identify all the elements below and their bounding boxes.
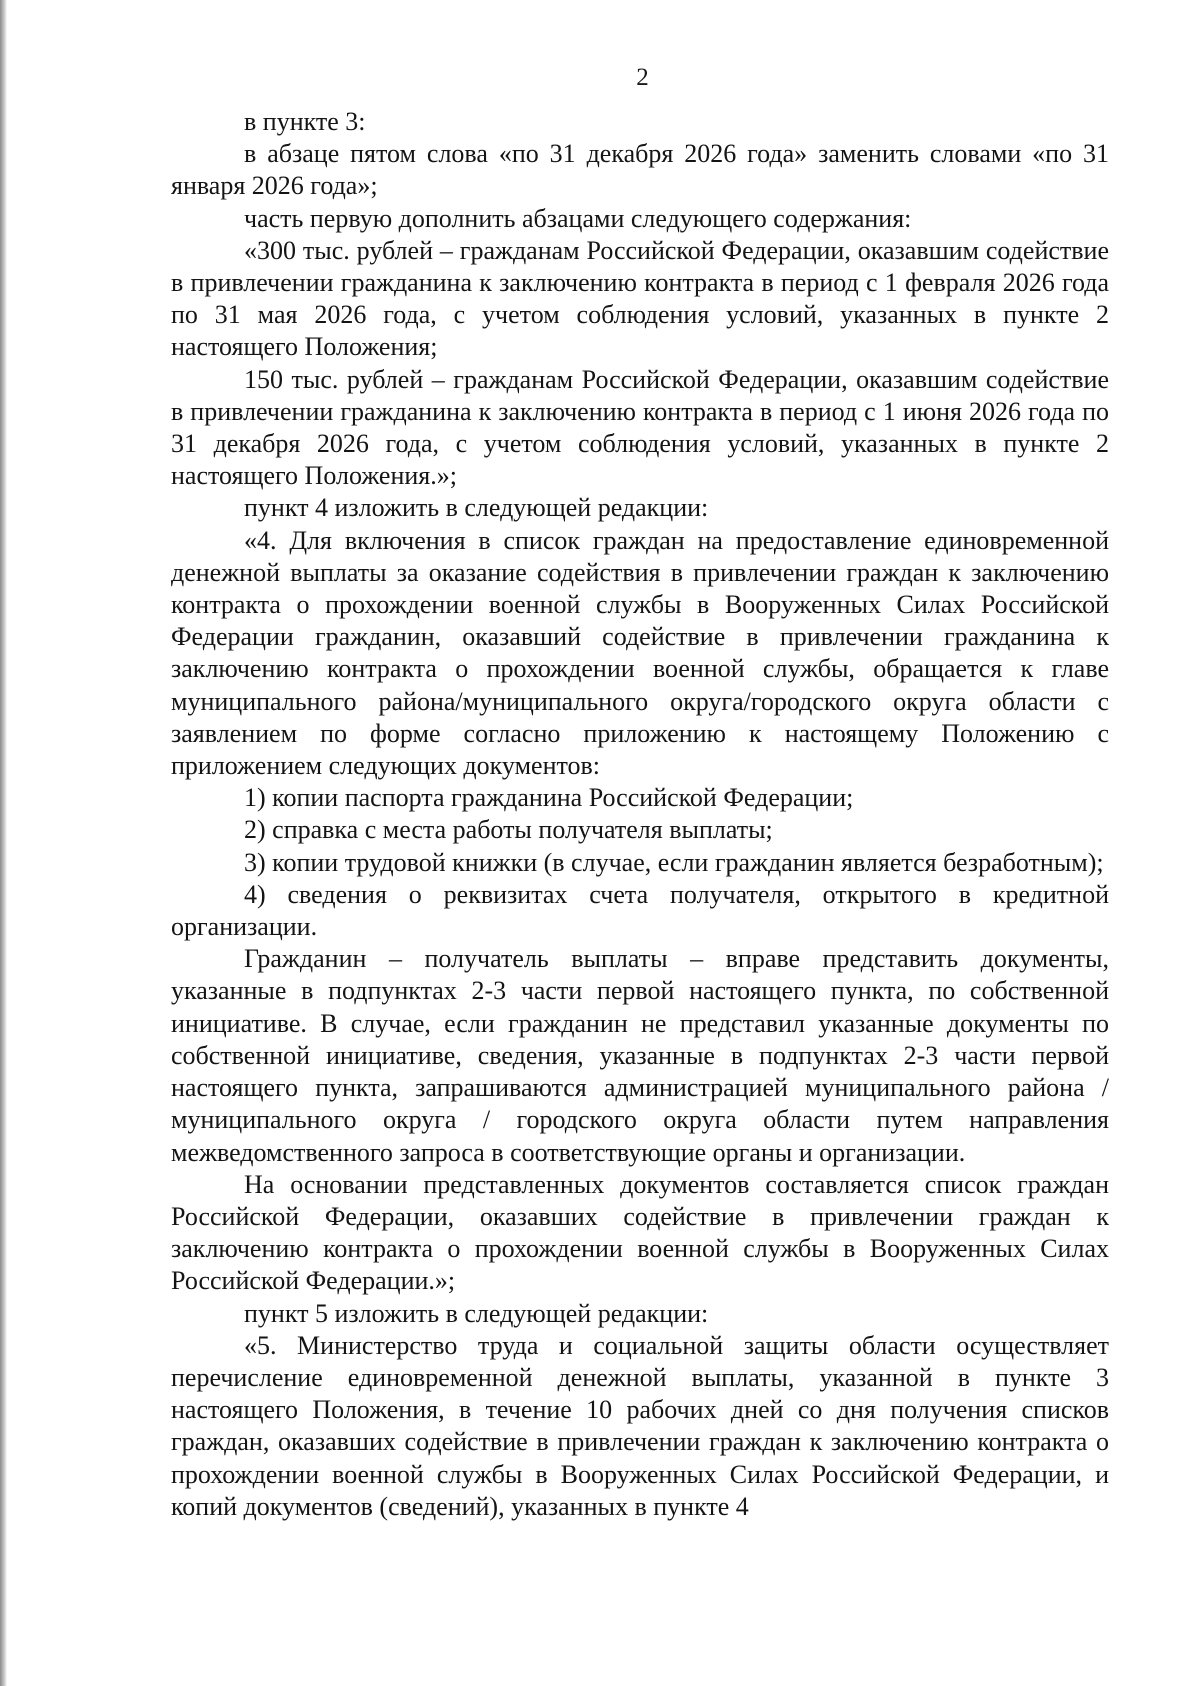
paragraph-intro-point-3: в пункте 3:: [244, 107, 366, 136]
list-item-1: 1) копии паспорта гражданина Российской Федерации;: [244, 783, 854, 813]
list-item-3: 3) копии трудовой книжки (в случае, если гражданин является безработным);: [244, 847, 1104, 877]
paragraph-intro-point-4: пункт 4 изложить в следующей редакции:: [244, 493, 709, 523]
paragraph-300k-payment: «300 тыс. рублей – гражданам Российской Федерации, оказавшим содействие в привлечении гражданина к заключению контракта в период с 1 февраля 2026 года по 31 мая 2026 года, с учетом соблюдения условий, указанных в пункте 2 настоящего Положения;: [171, 235, 1109, 362]
paragraph-point-5-text: «5. Министерство труда и социальной защиты области осуществляет перечисление единовременной денежной выплаты, указанной в пункте 3 настоящего Положения, в течение 10 рабочих дней со дня получения списков граждан, оказавших содействие в привлечении граждан к заключению контракта о прохождении военной службы в Вооруженных Силах Российской Федерации, и копий документов (сведений), указанных в пункте 4: [171, 1330, 1109, 1521]
page-number: 2: [636, 64, 649, 91]
list-item-2: 2) справка с места работы получателя выплаты;: [244, 815, 773, 845]
paragraph-supplement-part-one: часть первую дополнить абзацами следующего содержания:: [244, 203, 912, 233]
paragraph-point-4-text: «4. Для включения в список граждан на предоставление единовременной денежной выплаты за оказание содействия в привлечении граждан к заключению контракта о прохождении военной службы в Вооруженных Силах Российской Федерации гражданин, оказавший содействие в привлечении гражданина к заключению контракта о прохождении военной службы, обращается к главе муниципального района/муниципального округа/городского округа области с заявлением по форме согласно приложению к настоящему Положению с приложением следующих документов:: [171, 525, 1109, 781]
scan-edge: [0, 0, 7, 1686]
paragraph-intro-point-5: пункт 5 изложить в следующей редакции:: [244, 1298, 709, 1328]
paragraph-recipient-documents: Гражданин – получатель выплаты – вправе представить документы, указанные в подпунктах 2-3 части первой настоящего пункта, по собственной инициативе. В случае, если гражданин не представил указанные документы по собственной инициативе, сведения, указанные в подпунктах 2-3 части первой настоящего пункта, запрашиваются администрацией муниципального района / муниципального округа / городского округа области путем направления межведомственного запроса в соответствующие органы и организации.: [171, 944, 1109, 1167]
document-body: [171, 106, 1109, 1523]
paragraph-150k-payment: 150 тыс. рублей – гражданам Российской Федерации, оказавшим содействие в привлечении гражданина к заключению контракта в период с 1 июня 2026 года по 31 декабря 2026 года, с учетом соблюдения условий, указанных в пункте 2 настоящего Положения.»;: [171, 364, 1109, 491]
paragraph-citizen-list: На основании представленных документов составляется список граждан Российской Федерации, оказавших содействие в привлечении граждан к заключению контракта о прохождении военной службы в Вооруженных Силах Российской Федерации.»;: [171, 1169, 1109, 1296]
list-item-4: 4) сведения о реквизитах счета получателя, открытого в кредитной организации.: [171, 879, 1109, 942]
paragraph-replace-words: в абзаце пятом слова «по 31 декабря 2026 года» заменить словами «по 31 января 2026 года»;: [171, 139, 1109, 201]
